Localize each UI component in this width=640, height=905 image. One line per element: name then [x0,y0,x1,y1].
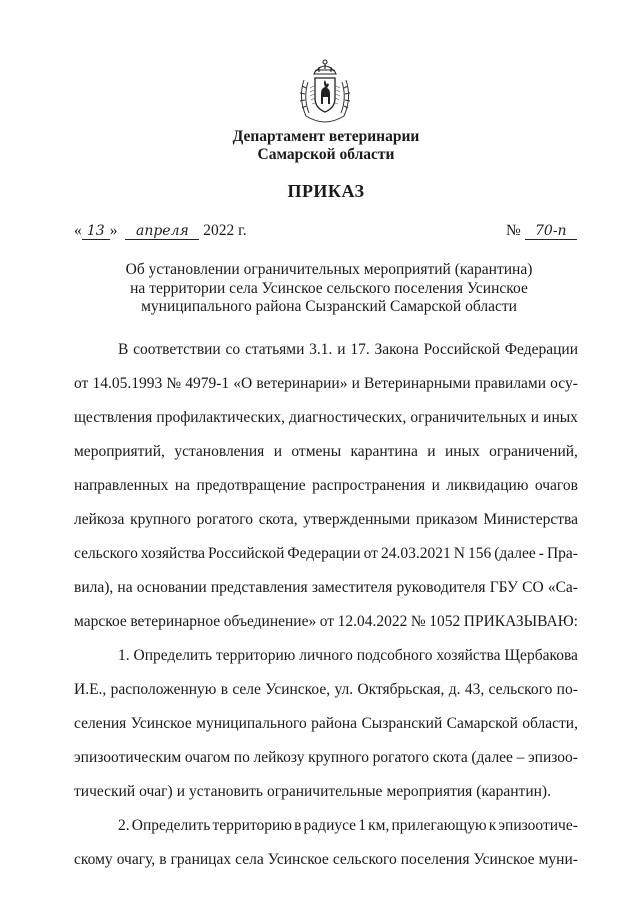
word: крупного [130,511,191,528]
word: № [166,375,182,392]
word: лейкозу [253,749,305,766]
word: Октябрьская, [357,681,445,698]
word: Пра- [546,545,578,562]
word: 14.05.1993 [92,375,163,392]
word: сельского [488,681,553,698]
word: (далее [471,749,513,766]
text-line [74,613,578,631]
word: карантина [350,443,418,460]
word: И.Е., [74,681,107,698]
word: представления [210,579,308,596]
text-line [74,681,578,699]
word: Федерации [504,341,578,358]
text-line [74,443,578,461]
word: территорию [215,647,296,664]
word: отмены [291,443,342,460]
word: марское [74,613,127,630]
word: и [351,375,360,392]
text-line [74,749,578,767]
word: заместителя [311,579,393,596]
word: подсобного [356,647,433,664]
word: очаг) [139,783,173,800]
word: эпизоотиче- [498,817,578,834]
word: 4979-1 [185,375,230,392]
word: крупного [308,749,369,766]
word: ветеринарии» [256,375,348,392]
word: очагу, [116,851,156,868]
word: основании [136,579,207,596]
order-date [74,222,247,240]
word: лейкоза [74,511,125,528]
word: расположенную [110,681,217,698]
word: ПРИКАЗЫВАЮ: [463,613,578,630]
word: личного [299,647,353,664]
word: распространения [312,477,426,494]
word: Самарской [446,715,518,732]
word: сельского [332,851,397,868]
samara-region-coat-of-arms-icon [294,58,356,124]
word: и [431,477,440,494]
word: на [174,477,191,494]
word: и [530,409,540,426]
word: км, [368,817,390,834]
date-year: 2022 г. [203,222,247,239]
word: муни- [538,851,578,868]
word: направленных [74,477,169,494]
word: прилегающую [391,817,487,834]
text-line [118,647,578,665]
text-line [74,545,578,563]
department-name-line2: Самарской области [257,146,395,163]
word: руководителя [396,579,486,596]
word: – [516,749,525,766]
order-title: ПРИКАЗ [287,181,365,201]
word: области, [522,715,578,732]
word: (карантин). [476,783,551,800]
word: от [319,613,335,630]
word: диагностических, [289,409,407,426]
word: очагом [184,749,231,766]
date-day: 13 [82,224,110,240]
word: Федерации [287,545,361,562]
word: хозяйства [140,545,205,562]
word: по [233,749,250,766]
word: мероприятия [386,783,473,800]
word: 156 [467,545,492,562]
word: Усинское [130,715,192,732]
word: территорию [212,817,292,834]
word: 43, [464,681,485,698]
word: в [159,851,167,868]
word: ветеринарное [130,613,221,630]
word: Закона [374,341,419,358]
word: в [294,817,302,834]
word: тический [74,783,136,800]
word: приказом [415,511,478,528]
word: радиусе [303,817,357,834]
word: иных [444,443,480,460]
word: д. [448,681,461,698]
word: и [273,443,282,460]
text-line [74,715,578,733]
word: скому [74,851,113,868]
text-line [74,375,578,393]
word: предотвращение [196,477,306,494]
word: и [427,443,436,460]
word: статьями [244,341,305,358]
number-label: № [506,222,521,239]
text-line [118,341,578,359]
word: 3.1. [309,341,333,358]
word: от [363,545,378,562]
word: Усинское [267,851,329,868]
word: иных [543,409,578,426]
word: объединение» [223,613,317,630]
text-line [74,851,578,869]
word: селе [232,681,261,698]
word: и [176,783,185,800]
word: ул. [334,681,354,698]
word: 17. [350,341,370,358]
word: Определить [133,647,213,664]
word: 12.04.2022 [337,613,408,630]
word: 2. [118,817,130,834]
word: Российской [423,341,500,358]
word: N [453,545,465,562]
word: очагов [534,477,578,494]
word: вила), [74,579,114,596]
word: ГБУ [489,579,518,596]
text-line [74,783,578,801]
number-value: 70-п [525,224,577,240]
word: и [337,341,346,358]
word: ограничений, [489,443,578,460]
text-line [74,579,578,597]
word: мероприятий, [74,443,165,460]
word: от [74,375,89,392]
word: эпизоо- [528,749,578,766]
subject-line: Об установлении ограничительных мероприятий (карантина) [125,261,533,278]
word: ограничительных [410,409,527,426]
date-close-quote: » [109,222,118,239]
word: селения [74,715,127,732]
word: Усинское [473,851,535,868]
word: Российской [208,545,285,562]
word: Министерства [483,511,578,528]
word: муниципального [196,715,307,732]
word: села [235,851,264,868]
word: хозяйства [436,647,501,664]
word: В [118,341,129,358]
word: 1 [358,817,366,834]
word: - [538,545,544,562]
order-subject [60,261,598,317]
subject-line: муниципального района Сызранский Самарской области [141,298,517,315]
word: утвержденными [303,511,411,528]
subject-line: на территории села Усинское сельского поселения Усинское [130,279,528,297]
word: установления [174,443,265,460]
date-open-quote: « [74,222,82,239]
word: со [225,341,241,358]
text-line [74,477,578,495]
word: в [220,681,229,698]
word: осу- [550,375,578,392]
word: правилами [474,375,547,392]
word: на [117,579,133,596]
word: рогатого [196,511,254,528]
word: соответствии [133,341,221,358]
word: (далее [494,545,536,562]
word: СО [522,579,544,596]
word: 1. [118,647,130,664]
word: установить [188,783,263,800]
word: рогатого [372,749,430,766]
word: 24.03.2021 [380,545,451,562]
word: 1052 [429,613,461,630]
word: ществления [74,409,153,426]
word: «О [233,375,253,392]
word: ограничительные [266,783,383,800]
word: № [410,613,426,630]
department-name-line1: Департамент ветеринарии [232,128,420,145]
text-line [118,817,578,835]
text-line [74,511,578,529]
word: границах [170,851,232,868]
text-line [74,409,578,427]
word: поселения [400,851,470,868]
word: района [311,715,358,732]
word: к [488,817,497,834]
word: скота [432,749,468,766]
word: «Са- [547,579,578,596]
word: сельского [74,545,138,562]
order-number [506,222,577,240]
word: скота, [258,511,298,528]
word: ликвидацию [446,477,529,494]
date-month: апреля [125,224,199,240]
word: эпизоотическим [74,749,182,766]
word: Сызранский [361,715,443,732]
word: профилактических, [156,409,285,426]
word: Определить [131,817,211,834]
word: Щербакова [504,647,578,664]
word: Усинское, [265,681,331,698]
word: по- [556,681,578,698]
word: Ветеринарными [364,375,471,392]
